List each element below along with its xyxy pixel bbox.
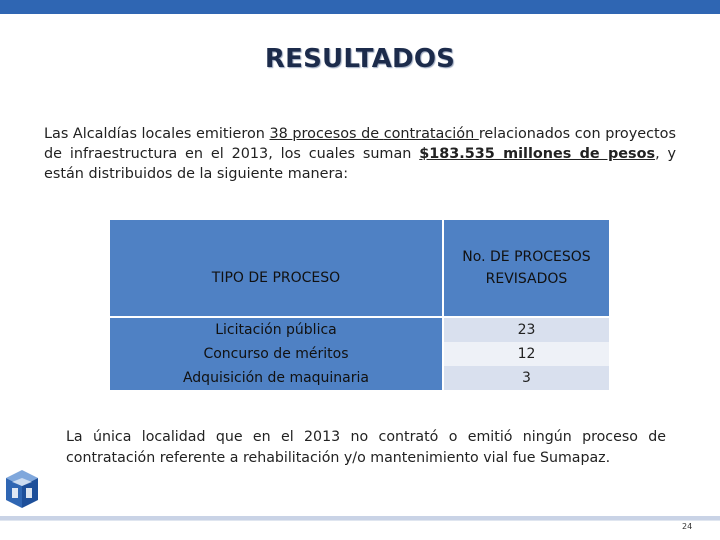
table-row xyxy=(109,342,610,366)
row-tipo: Concurso de méritos xyxy=(109,342,443,366)
row-tipo: Adquisición de maquinaria xyxy=(109,366,443,390)
row-numero: 12 xyxy=(443,342,610,366)
footer-divider-thin xyxy=(0,520,720,521)
table-row xyxy=(109,366,610,390)
table-header-row xyxy=(109,219,610,317)
note-paragraph: La única localidad que en el 2013 no contrató o emitió ningún proceso de contratación referente a rehabilitación y/o mantenimiento vial fue Sumapaz. xyxy=(66,429,666,466)
intro-underline-de: de xyxy=(361,126,384,142)
intro-text-2: relacionados con proyectos de infraestructura en el 2013, los cuales suman xyxy=(44,126,676,162)
intro-text-1: Las Alcaldías locales emitieron xyxy=(44,126,270,142)
intro-paragraph xyxy=(44,124,676,184)
header-num-line2: REVISADOS xyxy=(485,271,568,287)
page-number: 24 xyxy=(682,522,693,531)
slide-title: RESULTADOS xyxy=(264,44,456,74)
header-tipo-proceso: TIPO DE PROCESO xyxy=(109,219,443,317)
process-table xyxy=(108,218,611,390)
header-num-line1: No. DE PROCESOS xyxy=(462,249,591,265)
intro-underline-contratacion: contratación xyxy=(383,126,479,142)
table-row xyxy=(109,317,610,342)
row-numero: 3 xyxy=(443,366,610,390)
intro-underline-38: 38 xyxy=(269,126,293,142)
top-accent-bar xyxy=(0,0,720,14)
header-num-procesos xyxy=(443,219,610,317)
intro-amount: $183.535 millones de pesos xyxy=(419,146,656,162)
intro-text-3: , y están distribuidos de la siguiente manera: xyxy=(44,146,677,182)
row-tipo: Licitación pública xyxy=(109,317,443,342)
intro-underline-procesos: procesos xyxy=(292,126,362,142)
logo-icon xyxy=(2,468,42,512)
row-numero: 23 xyxy=(443,317,610,342)
